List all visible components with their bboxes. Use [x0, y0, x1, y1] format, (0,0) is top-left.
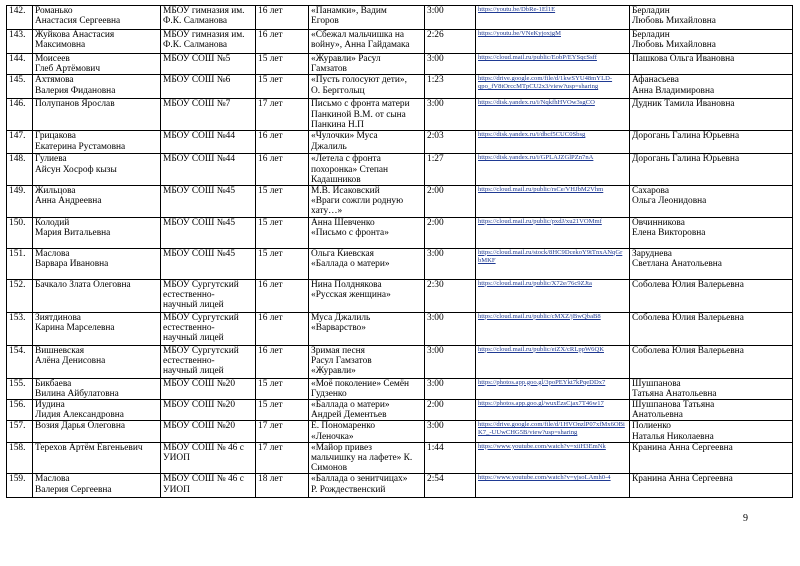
teacher-name-cell: Соболева Юлия Валерьевна: [630, 279, 793, 312]
teacher-name-cell: Полиенко Наталья Николаевна: [630, 421, 793, 442]
school-name-cell: МБОУ СОШ №45: [161, 248, 256, 279]
school-name-cell: МБОУ СОШ № 46 с УИОП: [161, 442, 256, 474]
table-row: [7, 312, 793, 345]
work-link[interactable]: https://drive.google.com/file/d/1kwSYU48mYLD- qpo_fV8tOrccMTpCU2x3/view?usp=sharing: [478, 75, 613, 91]
participant-name-cell: Маслова Валерия Сергеевна: [33, 474, 161, 498]
participant-age-cell: 17 лет: [256, 99, 309, 131]
participant-name-cell: Гулиева Айсун Хосроф кызы: [33, 154, 161, 186]
work-duration-cell: 2:54: [425, 474, 476, 498]
participant-age-cell: 15 лет: [256, 217, 309, 248]
participant-name-cell: Бачкало Злата Олеговна: [33, 279, 161, 312]
participant-age-cell: 16 лет: [256, 312, 309, 345]
table-row: [7, 474, 793, 498]
teacher-name-cell: Кранина Анна Сергеевна: [630, 442, 793, 474]
work-link-cell: [476, 154, 630, 186]
row-number-cell: 159.: [7, 474, 33, 498]
work-duration-cell: 2:00: [425, 186, 476, 218]
row-number-cell: 150.: [7, 217, 33, 248]
table-row: [7, 6, 793, 30]
teacher-name-cell: Афанасьева Анна Владимировна: [630, 75, 793, 99]
row-number-cell: 147.: [7, 131, 33, 154]
participant-name-cell: Маслова Варвара Ивановна: [33, 248, 161, 279]
teacher-name-cell: Кранина Анна Сергеевна: [630, 474, 793, 498]
work-link-cell: [476, 30, 630, 54]
participant-age-cell: 15 лет: [256, 400, 309, 421]
table-row: [7, 217, 793, 248]
participant-name-cell: Ахтямова Валерия Фидановна: [33, 75, 161, 99]
row-number-cell: 148.: [7, 154, 33, 186]
table-row: [7, 154, 793, 186]
row-number-cell: 149.: [7, 186, 33, 218]
work-title-cell: «Летела с фронта похоронка» Степан Кадашников: [309, 154, 425, 186]
work-link-cell: [476, 442, 630, 474]
row-number-cell: 158.: [7, 442, 33, 474]
work-duration-cell: 2:00: [425, 217, 476, 248]
participant-age-cell: 16 лет: [256, 30, 309, 54]
work-link-cell: [476, 312, 630, 345]
work-title-cell: «Майор привез мальчишку на лафете» К. Симонов: [309, 442, 425, 474]
work-link[interactable]: https://cloud.mail.ru/public/EobP/EYSqcSsff: [478, 54, 597, 61]
participant-age-cell: 16 лет: [256, 131, 309, 154]
work-link[interactable]: https://disk.yandex.ru/i/GPLAJZGlPZn7nA: [478, 154, 594, 162]
work-title-cell: «Баллада о матери» Андрей Дементьев: [309, 400, 425, 421]
school-name-cell: МБОУ гимназия им. Ф.К. Салманова: [161, 30, 256, 54]
work-link-cell: [476, 131, 630, 154]
school-name-cell: МБОУ СОШ №5: [161, 54, 256, 75]
work-title-cell: Анна Шевченко «Письмо с фронта»: [309, 217, 425, 248]
school-name-cell: МБОУ СОШ №7: [161, 99, 256, 131]
work-duration-cell: 3:00: [425, 421, 476, 442]
row-number-cell: 144.: [7, 54, 33, 75]
school-name-cell: МБОУ Сургутский естественно- научный лицей: [161, 312, 256, 345]
row-number-cell: 146.: [7, 99, 33, 131]
school-name-cell: МБОУ СОШ №45: [161, 217, 256, 248]
teacher-name-cell: Заруднева Светлана Анатольевна: [630, 248, 793, 279]
work-title-cell: Ольга Киевская «Баллада о матери»: [309, 248, 425, 279]
work-link[interactable]: https://cloud.mail.ru/public/X72e/76c9ZJta: [478, 279, 592, 287]
participant-age-cell: 15 лет: [256, 248, 309, 279]
participant-age-cell: 17 лет: [256, 421, 309, 442]
work-link[interactable]: https://disk.yandex.ru/i/dbcf5CUC0Sbsg: [478, 131, 586, 139]
school-name-cell: МБОУ СОШ №6: [161, 75, 256, 99]
participant-name-cell: Жуйкова Анастасия Максимовна: [33, 30, 161, 54]
work-link-cell: [476, 99, 630, 131]
work-duration-cell: 2:03: [425, 131, 476, 154]
row-number-cell: 152.: [7, 279, 33, 312]
teacher-name-cell: Овчинникова Елена Викторовна: [630, 217, 793, 248]
teacher-name-cell: Пашкова Ольга Ивановна: [630, 54, 793, 75]
table-row: [7, 279, 793, 312]
school-name-cell: МБОУ СОШ №44: [161, 131, 256, 154]
work-duration-cell: 1:27: [425, 154, 476, 186]
work-link-cell: [476, 54, 630, 75]
page-number: 9: [743, 513, 748, 524]
teacher-name-cell: Дудник Тамила Ивановна: [630, 99, 793, 131]
participant-name-cell: Колодий Мария Витальевна: [33, 217, 161, 248]
work-title-cell: Муса Джалиль «Варварство»: [309, 312, 425, 345]
participant-name-cell: Бикбаева Вилина Айбулатовна: [33, 378, 161, 399]
teacher-name-cell: Дорогань Галина Юрьевна: [630, 154, 793, 186]
teacher-name-cell: Берладин Любовь Михайловна: [630, 30, 793, 54]
work-link[interactable]: https://cloud.mail.ru/stock/8HC9DcekoY9tTnxANqGr bMKF: [478, 248, 623, 264]
work-duration-cell: 3:00: [425, 312, 476, 345]
participant-age-cell: 16 лет: [256, 279, 309, 312]
work-title-cell: Письмо с фронта матери Панкиной В.М. от сына Панкина Н.П: [309, 99, 425, 131]
work-title-cell: «Моё поколение» Семён Гудзенко: [309, 378, 425, 399]
work-title-cell: «Панамки», Вадим Егоров: [309, 6, 425, 30]
table-row: [7, 400, 793, 421]
participant-age-cell: 16 лет: [256, 154, 309, 186]
participant-age-cell: 17 лет: [256, 442, 309, 474]
work-title-cell: «Пусть голосуют дети», О. Бергголыц: [309, 75, 425, 99]
school-name-cell: МБОУ гимназия им. Ф.К. Салманова: [161, 6, 256, 30]
work-link[interactable]: https://www.youtube.com/watch?v=xiiH3EmNk: [478, 442, 606, 450]
work-duration-cell: 3:00: [425, 6, 476, 30]
participant-age-cell: 16 лет: [256, 345, 309, 378]
row-number-cell: 142.: [7, 6, 33, 30]
row-number-cell: 157.: [7, 421, 33, 442]
work-link[interactable]: https://youtu.be/VNeKyjoxjgM: [478, 30, 561, 37]
row-number-cell: 143.: [7, 30, 33, 54]
participant-name-cell: Полупанов Ярослав: [33, 99, 161, 131]
table-row: [7, 421, 793, 442]
participant-name-cell: Зиятдинова Карина Марселевна: [33, 312, 161, 345]
participant-age-cell: 18 лет: [256, 474, 309, 498]
table-row: [7, 30, 793, 54]
table-row: [7, 75, 793, 99]
work-duration-cell: 3:00: [425, 378, 476, 399]
work-link-cell: [476, 279, 630, 312]
work-link-cell: [476, 6, 630, 30]
teacher-name-cell: Дорогань Галина Юрьевна: [630, 131, 793, 154]
participant-name-cell: Возия Дарья Олеговна: [33, 421, 161, 442]
work-link[interactable]: https://cloud.mail.ru/public/pxdJ/xu21VOMmf: [478, 217, 602, 225]
row-number-cell: 155.: [7, 378, 33, 399]
participant-age-cell: 15 лет: [256, 378, 309, 399]
work-link[interactable]: https://youtu.be/DbRe-1El1E: [478, 6, 556, 13]
school-name-cell: МБОУ СОШ №45: [161, 186, 256, 218]
work-link[interactable]: https://drive.google.com/file/d/1HVOnzlP07xfMx6OBi K7_-UUwCHG5B/view?usp=sharing: [478, 421, 625, 437]
table-row: [7, 99, 793, 131]
row-number-cell: 145.: [7, 75, 33, 99]
work-link[interactable]: https://cloud.mail.ru/public/rsCe/VHJbM2Vhm: [478, 186, 604, 194]
participant-name-cell: Жильцова Анна Андреевна: [33, 186, 161, 218]
teacher-name-cell: Берладин Любовь Михайловна: [630, 6, 793, 30]
work-duration-cell: 3:00: [425, 248, 476, 279]
work-link-cell: [476, 345, 630, 378]
participant-name-cell: Романько Анастасия Сергеевна: [33, 6, 161, 30]
work-duration-cell: 3:00: [425, 99, 476, 131]
table-row: [7, 186, 793, 218]
work-link-cell: [476, 186, 630, 218]
work-link-cell: [476, 400, 630, 421]
school-name-cell: МБОУ Сургутский естественно- научный лицей: [161, 345, 256, 378]
participants-table: [6, 5, 793, 498]
school-name-cell: МБОУ СОШ №44: [161, 154, 256, 186]
participant-age-cell: 15 лет: [256, 54, 309, 75]
school-name-cell: МБОУ Сургутский естественно- научный лицей: [161, 279, 256, 312]
school-name-cell: МБОУ СОШ №20: [161, 421, 256, 442]
participant-name-cell: Терехов Артём Евгеньевич: [33, 442, 161, 474]
work-link[interactable]: https://photos.app.goo.gl/wuxEzsCjax7T46w17: [478, 400, 604, 408]
table-row: [7, 248, 793, 279]
work-title-cell: Е. Пономаренко «Леночка»: [309, 421, 425, 442]
row-number-cell: 151.: [7, 248, 33, 279]
row-number-cell: 153.: [7, 312, 33, 345]
work-duration-cell: 2:00: [425, 400, 476, 421]
school-name-cell: МБОУ СОШ №20: [161, 378, 256, 399]
work-duration-cell: 3:00: [425, 345, 476, 378]
work-link[interactable]: https://cloud.mail.ru/public/cMXZ/jBwQbaB8: [478, 312, 601, 320]
work-title-cell: «Баллада о зенитчицах» Р. Рождественский: [309, 474, 425, 498]
work-link-cell: [476, 75, 630, 99]
table-row: [7, 345, 793, 378]
work-link-cell: [476, 378, 630, 399]
work-duration-cell: 1:44: [425, 442, 476, 474]
row-number-cell: 156.: [7, 400, 33, 421]
work-title-cell: Зримая песня Расул Гамзатов «Журавли»: [309, 345, 425, 378]
participant-age-cell: 16 лет: [256, 6, 309, 30]
work-link[interactable]: https://www.youtube.com/watch?v=yjsoLAmh0-4: [478, 474, 611, 482]
work-title-cell: «Чулочки» Муса Джалиль: [309, 131, 425, 154]
work-link[interactable]: https://photos.app.goo.gl/3poPEYkt7kPqeDDx7: [478, 378, 606, 386]
table-row: [7, 131, 793, 154]
work-title-cell: «Журавли» Расул Гамзатов: [309, 54, 425, 75]
participant-name-cell: Вишневская Алёна Денисовна: [33, 345, 161, 378]
participant-age-cell: 15 лет: [256, 186, 309, 218]
participant-name-cell: Грицакова Екатерина Рустамовна: [33, 131, 161, 154]
work-link-cell: [476, 248, 630, 279]
work-link-cell: [476, 217, 630, 248]
work-link-cell: [476, 474, 630, 498]
work-title-cell: Нина Полднякова «Русская женщина»: [309, 279, 425, 312]
table-row: [7, 378, 793, 399]
table-row: [7, 442, 793, 474]
school-name-cell: МБОУ СОШ № 46 с УИОП: [161, 474, 256, 498]
participant-name-cell: Иудина Лидия Александровна: [33, 400, 161, 421]
work-link[interactable]: https://disk.yandex.ru/i/NqkfhHVOw3sgCO: [478, 99, 595, 107]
work-duration-cell: 2:26: [425, 30, 476, 54]
work-link[interactable]: https://cloud.mail.ru/public/eiZX/cRLppW6QK: [478, 345, 604, 353]
teacher-name-cell: Шушпанова Татьяна Анатольевна: [630, 378, 793, 399]
work-duration-cell: 2:30: [425, 279, 476, 312]
participant-name-cell: Моисеев Глеб Артёмович: [33, 54, 161, 75]
work-title-cell: М.В. Исаковский «Враги сожгли родную хату…»: [309, 186, 425, 218]
row-number-cell: 154.: [7, 345, 33, 378]
participant-age-cell: 15 лет: [256, 75, 309, 99]
teacher-name-cell: Сахарова Ольга Леонидовна: [630, 186, 793, 218]
work-duration-cell: 3:00: [425, 54, 476, 75]
teacher-name-cell: Соболева Юлия Валерьевна: [630, 312, 793, 345]
teacher-name-cell: Шушпанова Татьяна Анатольевна: [630, 400, 793, 421]
work-link-cell: [476, 421, 630, 442]
work-title-cell: «Сбежал мальчишка на войну», Анна Гайдамака: [309, 30, 425, 54]
work-duration-cell: 1:23: [425, 75, 476, 99]
school-name-cell: МБОУ СОШ №20: [161, 400, 256, 421]
teacher-name-cell: Соболева Юлия Валерьевна: [630, 345, 793, 378]
table-row: [7, 54, 793, 75]
